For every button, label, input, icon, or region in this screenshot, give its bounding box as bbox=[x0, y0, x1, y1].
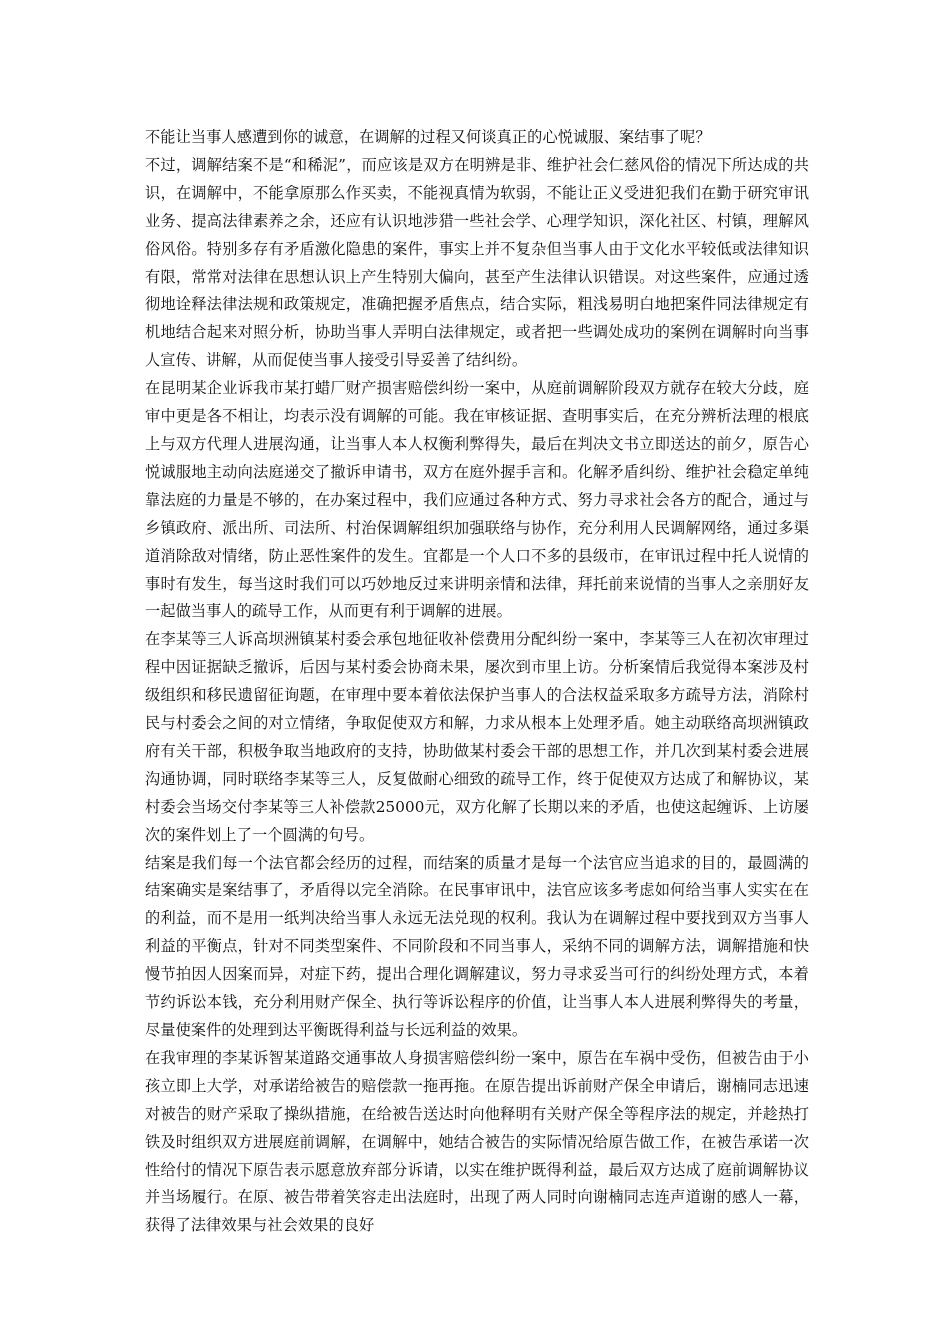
paragraph-1: 不能让当事人感遭到你的诚意，在调解的过程又何谈真正的心悦诚服、案结事了呢？ bbox=[145, 128, 711, 146]
paragraph-6: 在我审理的李某诉智某道路交通事故人身损害赔偿纠纷一案中，原告在车祸中受伤，但被告由于小孩立即上大学，对承诺给被告的赔偿款一拖再拖。在原告提出诉前财产保全申请后，谢楠同志迅速对被告的财产采取了操纵措施，在给被告送达时向他释明有关财产保全等程序法的规定，并趁热打铁及时组织双方进展庭前调解，在调解中，她结合被告的实际情况给原告做工作，在被告承诺一次性给付的情况下原告表示愿意放弃部分诉请，以实在维护既得利益，最后双方达成了庭前调解协议并当场履行。在原、被告带着笑容走出法庭时，出现了两人同时向谢楠同志连声道谢的感人一幕，获得了法律效果与社会效果的良好 bbox=[145, 1048, 809, 1235]
paragraph-3: 在昆明某企业诉我市某打蜡厂财产损害赔偿纠纷一案中，从庭前调解阶段双方就存在较大分歧，庭审中更是各不相让，均表示没有调解的可能。我在审核证据、查明事实后，在充分辨析法理的根底上与双方代理人进展沟通，让当事人本人权衡利弊得失，最后在判决文书立即送达的前夕，原告心悦诚服地主动向法庭递交了撤诉申请书，双方在庭外握手言和。化解矛盾纠纷、维护社会稳定单纯靠法庭的力量是不够的，在办案过程中，我们应通过各种方式、努力寻求社会各方的配合，通过与乡镇政府、派出所、司法所、村治保调解组织加强联络与协作，充分利用人民调解网络，通过多渠道消除敌对情绪，防止恶性案件的发生。宜都是一个人口不多的县级市，在审讯过程中托人说情的事时有发生，每当这时我们可以巧妙地反过来讲明亲情和法律，拜托前来说情的当事人之亲朋好友一起做当事人的疏导工作，从而更有利于调解的进展。 bbox=[145, 379, 809, 621]
paragraph-2: 不过，调解结案不是“和稀泥”，而应该是双方在明辨是非、维护社会仁慈风俗的情况下所达成的共识，在调解中，不能拿原那么作买卖，不能视真情为软弱，不能让正义受进犯我们在勤于研究审讯业务、提高法律素养之余，还应有认识地涉猎一些社会学、心理学知识，深化社区、村镇，理解风俗风俗。特别多存有矛盾激化隐患的案件，事实上并不复杂但当事人由于文化水平较低或法律知识有限，常常对法律在思想认识上产生特别大偏向，甚至产生法律认识错误。对这些案件，应通过透彻地诠释法律法规和政策规定，准确把握矛盾焦点，结合实际，粗浅易明白地把案件同法律规定有机地结合起来对照分析，协助当事人弄明白法律规定，或者把一些调处成功的案例在调解时向当事人宣传、讲解，从而促使当事人接受引导妥善了结纠纷。 bbox=[145, 155, 809, 370]
paragraph-4: 在李某等三人诉高坝洲镇某村委会承包地征收补偿费用分配纠纷一案中，李某等三人在初次审理过程中因证据缺乏撤诉，后因与某村委会协商未果，屡次到市里上访。分析案情后我觉得本案涉及村级组织和移民遗留征询题，在审理中要本着依法保护当事人的合法权益采取多方疏导方法，消除村民与村委会之间的对立情绪，争取促使双方和解，力求从根本上处理矛盾。她主动联络高坝洲镇政府有关干部，积极争取当地政府的支持，协助做某村委会干部的思想工作，并几次到某村委会进展沟通协调，同时联络李某等三人，反复做耐心细致的疏导工作，终于促使双方达成了和解协议，某村委会当场交付李某等三人补偿款25000元，双方化解了长期以来的矛盾，也使这起缠诉、上访屡次的案件划上了一个圆满的句号。 bbox=[145, 630, 809, 844]
document-body bbox=[145, 124, 809, 1240]
paragraph-5: 结案是我们每一个法官都会经历的过程，而结案的质量才是每一个法官应当追求的目的，最圆满的结案确实是案结事了，矛盾得以完全消除。在民事审讯中，法官应该多考虑如何给当事人实实在在的利益，而不是用一纸判决给当事人永远无法兑现的权利。我认为在调解过程中要找到双方当事人利益的平衡点，针对不同类型案件、不同阶段和不同当事人，采纳不同的调解方法，调解措施和快慢节拍因人因案而异，对症下药，提出合理化调解建议，努力寻求妥当可行的纠纷处理方式，本着节约诉讼本钱，充分利用财产保全、执行等诉讼程序的价值，让当事人本人进展利弊得失的考量，尽量使案件的处理到达平衡既得利益与长远利益的效果。 bbox=[145, 853, 809, 1039]
